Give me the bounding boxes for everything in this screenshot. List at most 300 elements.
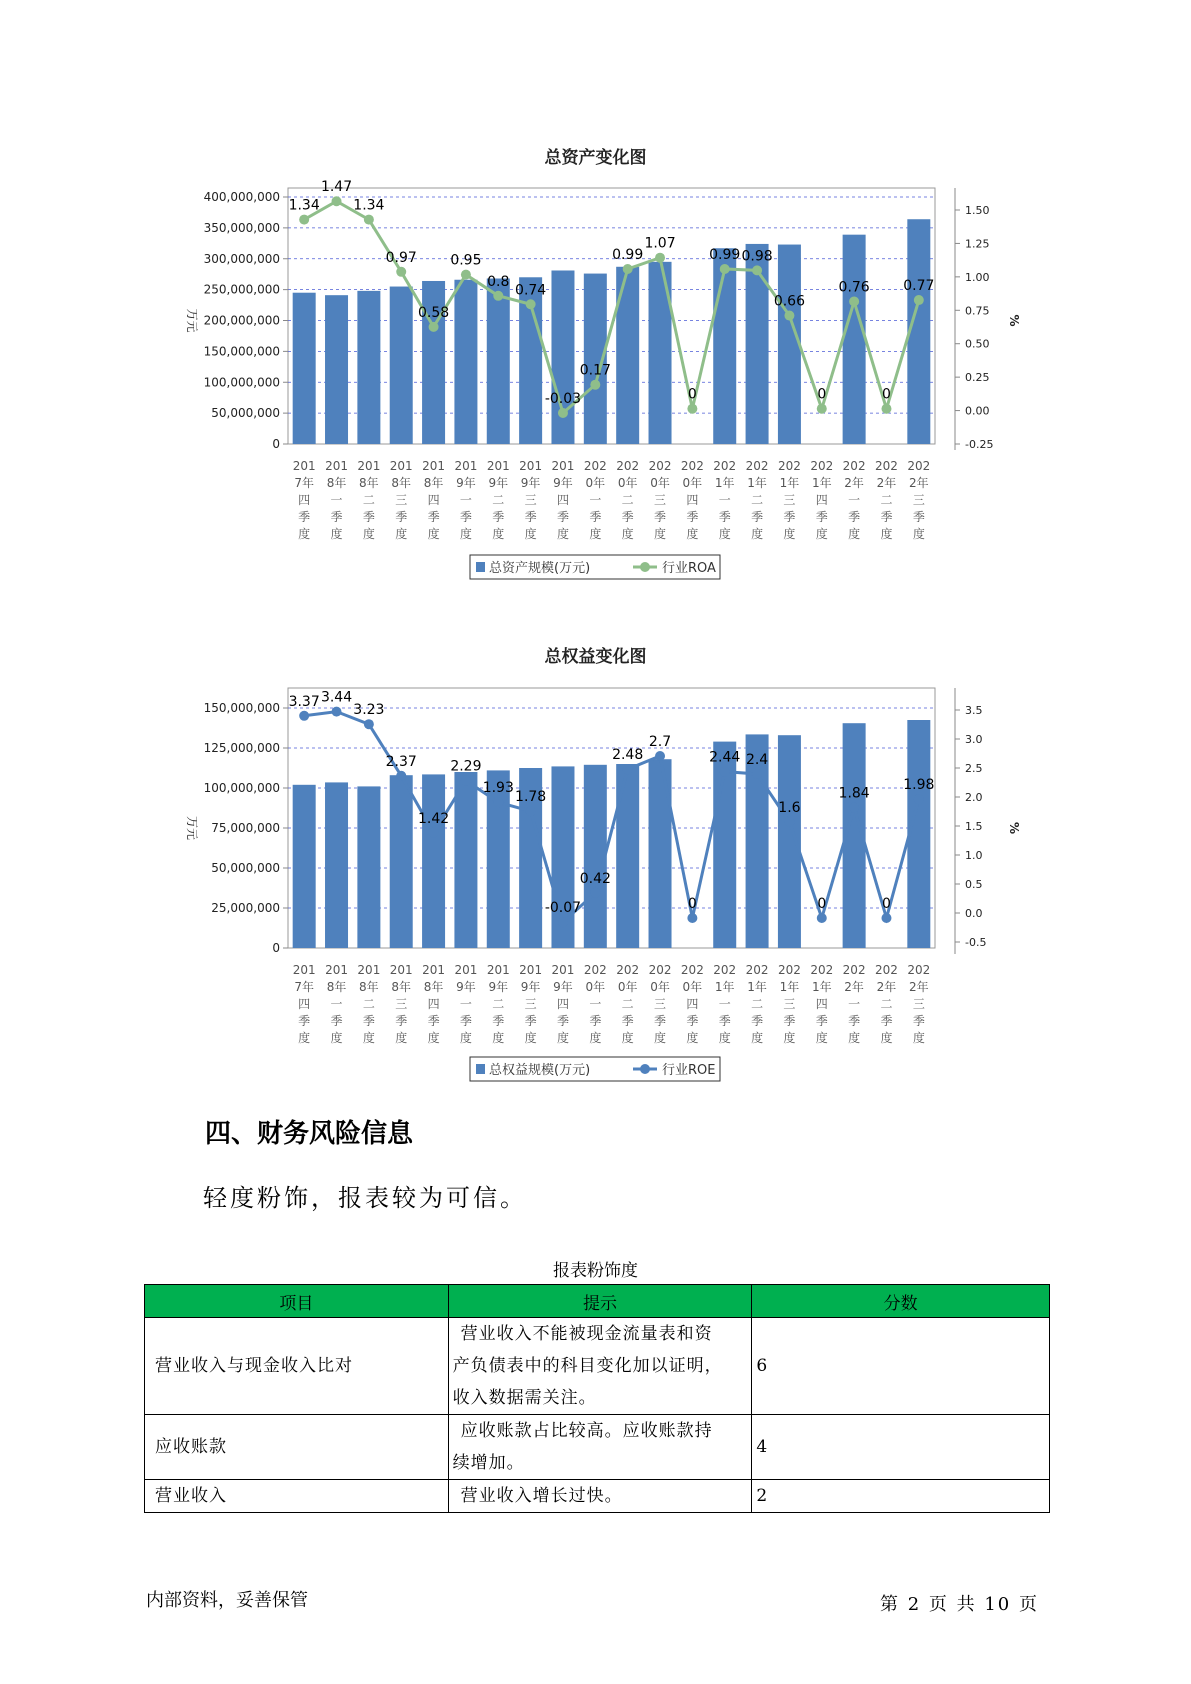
data-label: 0.77 <box>903 278 935 295</box>
x-tick-label: 度 <box>362 527 375 541</box>
x-tick-label: 0年 <box>585 476 606 490</box>
x-tick-label: 二 <box>751 493 764 507</box>
x-tick-label: 季 <box>459 510 472 524</box>
y2-tick-label: -0.5 <box>965 936 987 949</box>
bar <box>325 782 348 948</box>
tip-line: 续增加。 <box>452 1453 525 1473</box>
line-point <box>558 917 568 927</box>
data-label: 1.47 <box>320 179 353 196</box>
x-tick-label: 202 <box>745 459 769 473</box>
tip-line: 营业收入增长过快。 <box>460 1486 623 1506</box>
x-tick-label: 8年 <box>359 980 379 994</box>
y2-tick-label: 2.0 <box>965 791 983 804</box>
y2-tick-label: 3.0 <box>965 733 983 746</box>
line-point <box>299 711 309 721</box>
x-tick-label: 8年 <box>423 476 444 490</box>
chart-title-total-equity: 总权益变化图 <box>544 647 647 667</box>
y-tick-label: 125,000,000 <box>203 741 280 755</box>
line-point <box>720 264 730 274</box>
footer-page-number: 第 2 页 共 10 页 <box>880 1594 1039 1615</box>
line-point <box>590 380 600 390</box>
x-tick-label: 四 <box>815 493 828 507</box>
x-tick-label: 202 <box>842 963 866 977</box>
bar <box>390 287 413 444</box>
table-row <box>145 1318 1050 1415</box>
x-tick-label: 1年 <box>747 476 767 490</box>
x-tick-label: 度 <box>815 527 828 541</box>
y-tick-label: 150,000,000 <box>203 701 280 715</box>
line-point <box>655 253 665 263</box>
line-point <box>396 771 406 781</box>
data-label: 0.58 <box>417 304 450 321</box>
x-tick-label: 三 <box>783 997 796 1011</box>
x-tick-label: 度 <box>427 1031 440 1045</box>
data-label: -0.03 <box>544 390 582 407</box>
y-tick-label: 400,000,000 <box>203 190 280 204</box>
line-point <box>655 751 665 761</box>
line-point <box>299 215 309 225</box>
x-tick-label: 0年 <box>617 476 638 490</box>
footer-confidential: 内部资料，妥善保管 <box>146 1590 308 1611</box>
x-tick-label: 0年 <box>650 980 670 994</box>
x-tick-label: 二 <box>492 493 505 507</box>
row-tip <box>448 1415 752 1480</box>
y-tick-label: 100,000,000 <box>203 781 280 795</box>
x-tick-label: 季 <box>556 510 569 524</box>
tip-line: 营业收入不能被现金流量表和资 <box>460 1324 713 1344</box>
y2-axis-title: % <box>1007 821 1021 835</box>
x-tick-label: 202 <box>810 963 834 977</box>
x-tick-label: 季 <box>718 1014 731 1028</box>
data-label: 2.4 <box>745 752 769 768</box>
x-tick-label: 度 <box>880 1031 893 1045</box>
tip-line: 产负债表中的科目变化加以证明， <box>452 1356 723 1376</box>
line-point <box>881 913 891 923</box>
data-label: 2.37 <box>385 753 417 770</box>
x-tick-label: 2年 <box>844 980 864 994</box>
data-label: 1.84 <box>838 785 870 802</box>
x-tick-label: 一 <box>330 493 343 507</box>
x-tick-label: 201 <box>519 963 543 977</box>
line-point <box>461 776 471 786</box>
header-score: 分数 <box>752 1285 1050 1318</box>
row-tip <box>448 1480 752 1513</box>
x-tick-label: 季 <box>718 510 731 524</box>
x-tick-label: 一 <box>459 493 472 507</box>
x-tick-label: 度 <box>362 1031 375 1045</box>
y-tick-label: 0 <box>272 941 280 955</box>
x-tick-label: 202 <box>777 963 801 977</box>
bar <box>454 772 477 948</box>
x-tick-label: 202 <box>648 459 672 473</box>
data-label: 2.44 <box>709 749 741 766</box>
x-tick-label: 四 <box>686 493 699 507</box>
line-point <box>623 264 633 274</box>
x-tick-label: 0年 <box>585 980 606 994</box>
y2-tick-label: 3.5 <box>965 704 983 717</box>
line-point <box>558 408 568 418</box>
x-tick-label: 季 <box>524 1014 537 1028</box>
data-label: 3.44 <box>320 689 353 706</box>
y2-axis-title: % <box>1007 314 1021 327</box>
x-tick-label: 8年 <box>391 476 412 490</box>
tip-line: 应收账款占比较高。应收账款持 <box>460 1421 713 1441</box>
x-tick-label: 三 <box>912 493 925 507</box>
x-tick-label: 季 <box>330 510 343 524</box>
x-tick-label: 度 <box>330 527 343 541</box>
x-tick-label: 一 <box>718 997 731 1011</box>
line-point <box>720 767 730 777</box>
line-point <box>332 196 342 206</box>
x-tick-label: 度 <box>589 1031 602 1045</box>
x-tick-label: 201 <box>486 459 510 473</box>
risk-conclusion: 轻度粉饰，报表较为可信。 <box>203 1184 527 1212</box>
data-label: 0 <box>687 386 697 403</box>
data-label: 3.23 <box>353 702 385 719</box>
x-tick-label: 202 <box>583 963 607 977</box>
y-tick-label: 25,000,000 <box>211 901 280 915</box>
x-tick-label: 201 <box>422 459 446 473</box>
line-point <box>461 270 471 280</box>
x-tick-label: 1年 <box>811 980 832 994</box>
legend-line-label: 行业ROE <box>662 1063 716 1078</box>
x-tick-label: 季 <box>621 1014 634 1028</box>
data-label: 0.42 <box>579 870 611 887</box>
y-tick-label: 75,000,000 <box>211 821 280 835</box>
x-tick-label: 季 <box>589 510 602 524</box>
data-label: 0 <box>882 386 891 403</box>
line-point <box>817 913 827 923</box>
x-tick-label: 9年 <box>520 476 541 490</box>
x-tick-label: 三 <box>783 493 796 507</box>
x-tick-label: 度 <box>298 1031 311 1045</box>
x-tick-label: 2年 <box>844 476 864 490</box>
x-tick-label: 季 <box>654 1014 667 1028</box>
legend-line-marker <box>640 562 650 572</box>
y2-tick-label: 0.0 <box>965 907 983 920</box>
x-tick-label: 度 <box>783 1031 796 1045</box>
data-label: 2.29 <box>450 758 482 775</box>
plot-frame <box>288 688 935 948</box>
y2-tick-label: 0.00 <box>965 404 990 418</box>
x-tick-label: 9年 <box>488 476 509 490</box>
y-tick-label: 300,000,000 <box>203 251 280 266</box>
bar <box>649 759 672 948</box>
x-tick-label: 201 <box>454 459 478 473</box>
x-tick-label: 201 <box>454 963 478 977</box>
x-tick-label: 202 <box>616 963 640 977</box>
line-point <box>881 404 891 414</box>
x-tick-label: 202 <box>907 459 931 473</box>
x-tick-label: 201 <box>325 459 348 473</box>
row-item: 应收账款 <box>145 1415 449 1480</box>
data-label: 1.42 <box>417 810 450 827</box>
x-tick-label: 季 <box>298 1014 311 1028</box>
x-tick-label: 度 <box>524 527 537 541</box>
table-caption: 报表粉饰度 <box>553 1261 638 1281</box>
y-tick-label: 200,000,000 <box>203 313 280 328</box>
x-tick-label: 季 <box>362 510 375 524</box>
x-tick-label: 一 <box>848 997 861 1011</box>
x-tick-label: 二 <box>362 997 375 1011</box>
x-tick-label: 季 <box>783 1014 796 1028</box>
x-tick-label: 度 <box>556 1031 569 1045</box>
x-tick-label: 202 <box>713 963 737 977</box>
y-axis-title: 万元 <box>185 815 199 841</box>
row-score: 6 <box>752 1318 1050 1415</box>
x-tick-label: 202 <box>907 963 931 977</box>
x-tick-label: 1年 <box>747 980 767 994</box>
x-tick-label: 2年 <box>876 980 897 994</box>
y2-tick-label: 0.50 <box>965 337 990 351</box>
data-label: 1.93 <box>482 780 514 797</box>
x-tick-label: 四 <box>556 493 569 507</box>
x-tick-label: 201 <box>551 963 575 977</box>
y-tick-label: 50,000,000 <box>211 861 280 875</box>
x-tick-label: 度 <box>880 527 893 541</box>
y-tick-label: 350,000,000 <box>203 220 280 235</box>
line-point <box>526 299 536 309</box>
x-tick-label: 7年 <box>294 476 314 490</box>
x-tick-label: 一 <box>589 997 602 1011</box>
x-tick-label: 季 <box>298 510 311 524</box>
data-label: 3.37 <box>288 693 320 710</box>
x-tick-label: 2年 <box>909 476 929 490</box>
x-tick-label: 度 <box>848 1031 861 1045</box>
y-axis-title: 万元 <box>185 308 199 333</box>
x-tick-label: 1年 <box>779 476 800 490</box>
x-tick-label: 0年 <box>682 476 703 490</box>
row-item: 营业收入与现金收入比对 <box>145 1318 449 1415</box>
line-point <box>687 404 697 414</box>
legend-bar-swatch <box>476 562 485 572</box>
x-tick-label: 度 <box>751 527 764 541</box>
x-tick-label: 8年 <box>326 476 347 490</box>
x-tick-label: 度 <box>459 527 472 541</box>
x-tick-label: 201 <box>389 459 413 473</box>
data-label: 0.99 <box>612 246 644 263</box>
x-tick-label: 季 <box>848 510 861 524</box>
x-tick-label: 202 <box>745 963 769 977</box>
x-tick-label: 度 <box>848 527 861 541</box>
line-point <box>590 888 600 898</box>
x-tick-label: 202 <box>842 459 866 473</box>
data-label: 1.98 <box>903 777 935 794</box>
x-tick-label: 季 <box>751 1014 764 1028</box>
x-tick-label: 7年 <box>294 980 314 994</box>
x-tick-label: 季 <box>815 510 828 524</box>
x-tick-label: 9年 <box>553 476 573 490</box>
bar <box>390 775 413 948</box>
x-tick-label: 202 <box>777 459 801 473</box>
x-tick-label: 度 <box>686 527 699 541</box>
x-tick-label: 2年 <box>876 476 897 490</box>
x-tick-label: 度 <box>298 527 311 541</box>
data-label: 0.17 <box>579 362 611 379</box>
line-point <box>849 296 859 306</box>
x-tick-label: 三 <box>654 493 667 507</box>
y2-tick-label: 0.25 <box>965 371 990 385</box>
legend-line-marker <box>640 1064 650 1074</box>
x-tick-label: 三 <box>395 997 408 1011</box>
y-tick-label: 250,000,000 <box>203 282 280 297</box>
data-label: 2.7 <box>648 734 672 750</box>
data-label: 0 <box>687 896 697 912</box>
line-point <box>752 265 762 275</box>
x-tick-label: 度 <box>621 527 634 541</box>
section-heading: 四、财务风险信息 <box>205 1119 414 1149</box>
x-tick-label: 度 <box>395 527 408 541</box>
x-tick-label: 201 <box>357 459 381 473</box>
y2-tick-label: 2.5 <box>965 762 983 775</box>
data-label: 0.76 <box>838 279 870 296</box>
header-item: 项目 <box>145 1285 449 1318</box>
line-point <box>817 404 827 414</box>
x-tick-label: 202 <box>648 963 672 977</box>
data-label: 0 <box>882 896 891 912</box>
x-tick-label: 202 <box>583 459 607 473</box>
row-item: 营业收入 <box>145 1480 449 1513</box>
x-tick-label: 季 <box>395 510 408 524</box>
chart-title-total-assets: 总资产变化图 <box>544 148 647 168</box>
x-tick-label: 二 <box>880 493 893 507</box>
data-label: 0 <box>817 896 827 912</box>
data-label: 1.34 <box>353 197 385 214</box>
line-point <box>623 764 633 774</box>
x-tick-label: 8年 <box>359 476 379 490</box>
x-tick-label: 1年 <box>714 476 735 490</box>
x-tick-label: 202 <box>713 459 737 473</box>
line-point <box>914 794 924 804</box>
line-point <box>914 295 924 305</box>
line-point <box>364 215 374 225</box>
row-score: 4 <box>752 1415 1050 1480</box>
data-label: 0 <box>817 386 827 403</box>
x-tick-label: 202 <box>875 963 898 977</box>
x-tick-label: 季 <box>880 510 893 524</box>
x-tick-label: 季 <box>459 1014 472 1028</box>
line-point <box>493 797 503 807</box>
x-tick-label: 度 <box>686 1031 699 1045</box>
x-tick-label: 9年 <box>488 980 509 994</box>
legend-bar-label: 总资产规模(万元) <box>489 561 591 576</box>
legend-bar-swatch <box>476 1064 485 1074</box>
x-tick-label: 季 <box>686 510 699 524</box>
x-tick-label: 二 <box>362 493 375 507</box>
bar <box>487 279 510 444</box>
x-tick-label: 0年 <box>682 980 703 994</box>
table-row <box>145 1415 1050 1480</box>
x-tick-label: 四 <box>298 493 311 507</box>
x-tick-label: 度 <box>556 527 569 541</box>
y2-tick-label: 0.5 <box>965 878 983 891</box>
x-tick-label: 2年 <box>909 980 929 994</box>
x-tick-label: 季 <box>556 1014 569 1028</box>
line-point <box>784 311 794 321</box>
x-tick-label: 度 <box>654 527 667 541</box>
x-tick-label: 季 <box>427 510 440 524</box>
x-tick-label: 季 <box>330 1014 343 1028</box>
data-label: 0.99 <box>709 246 741 263</box>
x-tick-label: 度 <box>718 1031 731 1045</box>
data-label: 0.98 <box>741 248 773 265</box>
x-tick-label: 201 <box>389 963 413 977</box>
x-tick-label: 季 <box>524 510 537 524</box>
x-tick-label: 202 <box>680 459 704 473</box>
x-tick-label: 度 <box>427 527 440 541</box>
y-tick-label: 150,000,000 <box>203 344 280 359</box>
x-tick-label: 一 <box>459 997 472 1011</box>
x-tick-label: 1年 <box>779 980 800 994</box>
data-label: 0.8 <box>487 273 510 290</box>
x-tick-label: 度 <box>912 1031 925 1045</box>
x-tick-label: 度 <box>492 527 505 541</box>
x-tick-label: 0年 <box>650 476 670 490</box>
bar <box>357 786 380 948</box>
x-tick-label: 季 <box>362 1014 375 1028</box>
x-tick-label: 季 <box>654 510 667 524</box>
line-point <box>429 828 439 838</box>
x-tick-label: 四 <box>556 997 569 1011</box>
total-equity-chart <box>0 680 1191 1100</box>
x-tick-label: 季 <box>492 1014 505 1028</box>
x-tick-label: 四 <box>815 997 828 1011</box>
line-point <box>752 769 762 779</box>
x-tick-label: 一 <box>589 493 602 507</box>
header-tip: 提示 <box>448 1285 752 1318</box>
bar <box>357 291 380 444</box>
data-label: 1.6 <box>778 800 801 816</box>
x-tick-label: 201 <box>422 963 446 977</box>
bar <box>843 235 866 444</box>
bar <box>422 774 445 948</box>
x-tick-label: 二 <box>751 997 764 1011</box>
x-tick-label: 度 <box>718 527 731 541</box>
x-tick-label: 9年 <box>553 980 573 994</box>
x-tick-label: 季 <box>783 510 796 524</box>
plot-frame <box>288 188 935 444</box>
bar <box>713 248 736 444</box>
x-tick-label: 201 <box>325 963 348 977</box>
line-point <box>364 719 374 729</box>
y2-tick-label: 0.75 <box>965 304 990 318</box>
y-tick-label: 0 <box>272 437 280 451</box>
bar <box>778 245 801 444</box>
x-tick-label: 度 <box>783 527 796 541</box>
x-tick-label: 202 <box>875 459 898 473</box>
bar <box>454 280 477 444</box>
x-tick-label: 季 <box>848 1014 861 1028</box>
y-tick-label: 100,000,000 <box>203 375 280 390</box>
x-tick-label: 二 <box>621 997 634 1011</box>
y2-tick-label: 1.0 <box>965 849 983 862</box>
data-label: 0.74 <box>515 282 547 299</box>
x-tick-label: 度 <box>459 1031 472 1045</box>
x-tick-label: 三 <box>912 997 925 1011</box>
x-tick-label: 度 <box>751 1031 764 1045</box>
data-label: -0.07 <box>544 900 582 917</box>
bar <box>293 293 316 444</box>
x-tick-label: 季 <box>912 510 925 524</box>
x-tick-label: 三 <box>395 493 408 507</box>
x-tick-label: 季 <box>395 1014 408 1028</box>
whitewash-table <box>144 1284 1050 1513</box>
x-tick-label: 二 <box>880 997 893 1011</box>
x-tick-label: 201 <box>551 459 575 473</box>
table-row <box>145 1480 1050 1513</box>
bar <box>616 764 639 948</box>
x-tick-label: 202 <box>616 459 640 473</box>
